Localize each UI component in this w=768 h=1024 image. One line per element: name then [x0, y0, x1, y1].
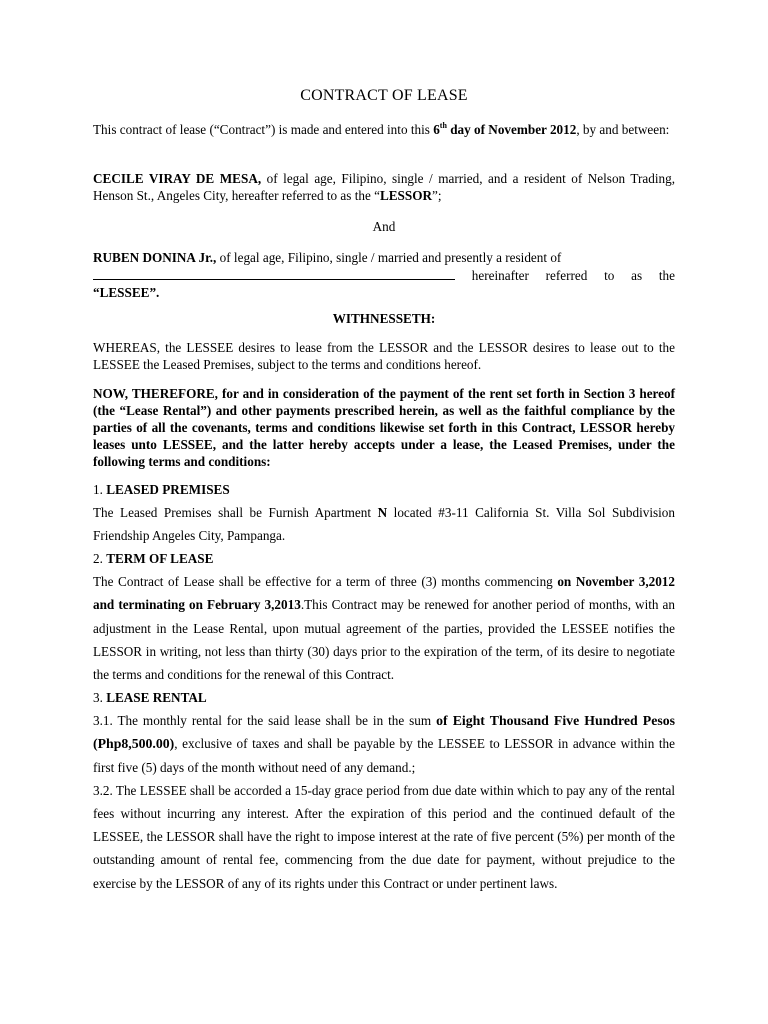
intro-day-suffix: th	[439, 120, 447, 130]
intro-prefix: This contract of lease (“Contract”) is made and entered into this	[93, 122, 434, 137]
section-3-heading: 3. LEASE RENTAL	[93, 690, 207, 705]
intro-paragraph	[93, 121, 675, 138]
lessee-name: RUBEN DONINA Jr.,	[93, 250, 217, 265]
section-1	[93, 478, 675, 548]
section-2-heading: 2. TERM OF LEASE	[93, 551, 214, 566]
withnesseth-heading: WITHNESSETH:	[332, 311, 436, 326]
lessee-after-blank: hereinafter referred to as the	[455, 268, 675, 283]
document-title: CONTRACT OF LEASE	[300, 87, 468, 104]
section-2	[93, 547, 675, 686]
section-3	[93, 686, 675, 895]
lessor-name: CECILE VIRAY DE MESA,	[93, 171, 262, 186]
section-1-text: The Leased Premises shall be Furnish Apartment N located #3-11 California St. Villa Sol Subdivision Friendship Angeles City, Pampanga.	[93, 505, 675, 544]
and-separator: And	[372, 219, 396, 234]
lessee-role: “LESSEE”.	[93, 285, 160, 300]
lessee-details: of legal age, Filipino, single / married and presently a resident of	[216, 250, 562, 265]
whereas-paragraph: WHEREAS, the LESSEE desires to lease from the LESSOR and the LESSOR desires to lease out to the LESSEE the Leased Premises, subject to the terms and conditions hereof.	[93, 340, 675, 372]
section-3-paragraph-1: 3.1. The monthly rental for the said lease shall be in the sum of Eight Thousand Five Hundred Pesos (Php8,500.00), exclusive of taxes and shall be payable by the LESSEE to LESSOR in advance within the first five (5) days of the month without need of any demand.;	[93, 713, 675, 775]
lessor-paragraph	[93, 170, 675, 204]
lessor-end: ”;	[432, 188, 442, 203]
lessor-role: LESSOR	[379, 188, 433, 203]
section-2-text: The Contract of Lease shall be effective for a term of three (3) months commencing on November 3,2012 and terminating on February 3,2013.This Contract may be renewed for another period of months, with an adjustment in the Lease Rental, upon mutual agreement of the parties, provided the LESSEE notifies the LESSOR in writing, not less than thirty (30) days prior to the expiration of the term, of its desire to negotiate the terms and conditions for the renewal of this Contract.	[93, 574, 675, 683]
lessee-address-blank	[93, 266, 455, 280]
section-3-paragraph-2: 3.2. The LESSEE shall be accorded a 15-day grace period from due date within which to pay any of the rental fees without incurring any interest. After the expiration of this period and the continued default of the LESSEE, the LESSOR shall have the right to impose interest at the rate of five percent (5%) per month of the outstanding amount of rental fee, commencing from the due date for payment, without prejudice to the exercise by the LESSOR of any of its rights under this Contract or under pertinent laws.	[93, 782, 675, 891]
intro-suffix: , by and between:	[576, 122, 670, 137]
lessor-details: of legal age, Filipino, single / married, and a resident of Nelson Trading, Henson St., Angeles City, hereafter referred to as the “	[93, 171, 675, 203]
section-1-heading: 1. LEASED PREMISES	[93, 482, 230, 497]
lessee-address-line	[93, 266, 675, 284]
intro-day: 6th day of November 2012	[433, 120, 577, 137]
lessee-paragraph	[93, 249, 675, 301]
now-therefore-paragraph: NOW, THEREFORE, for and in consideration of the payment of the rent set forth in Section 3 hereof (the “Lease Rental”) and other payments prescribed herein, as well as the faithful compliance by the parties of all the covenants, terms and conditions likewise set forth in this Contract, LESSOR hereby leases unto LESSEE, and the latter hereby accepts under a lease, the Leased Premises, under the following terms and conditions:	[93, 386, 675, 469]
